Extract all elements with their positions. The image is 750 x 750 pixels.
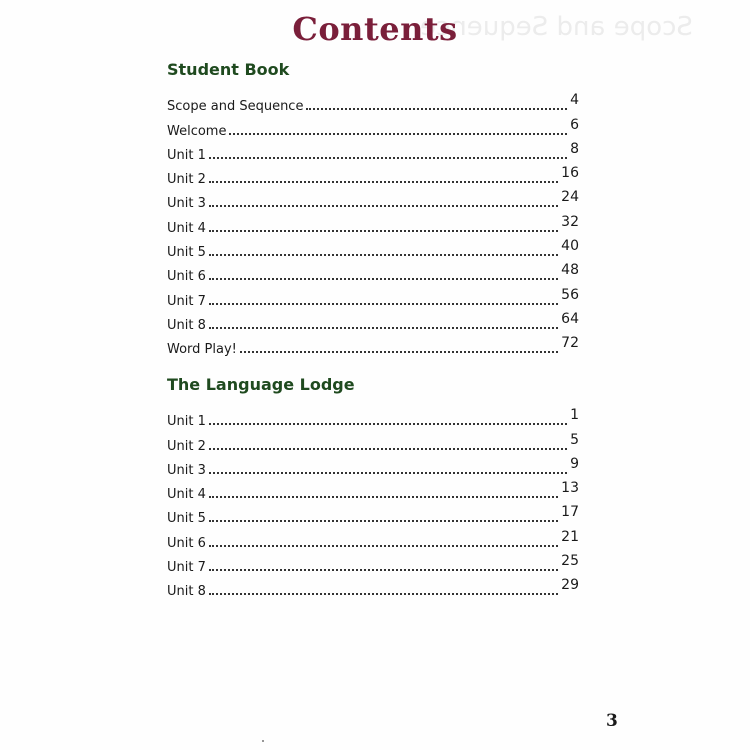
toc-entry — [167, 454, 579, 478]
toc-entry — [167, 90, 579, 114]
toc-entry — [167, 211, 579, 235]
toc-entry-label: Unit 6 — [167, 269, 206, 285]
dot-leader — [209, 204, 558, 207]
toc-entry-label: Unit 4 — [167, 487, 206, 503]
dot-leader — [209, 471, 567, 474]
dot-leader — [209, 253, 558, 256]
toc-entry-label: Unit 2 — [167, 172, 206, 188]
section-heading: Student Book — [167, 60, 290, 79]
dot-leader — [209, 229, 558, 232]
dot-leader — [209, 277, 558, 280]
dot-leader — [209, 326, 558, 329]
toc-entry-label: Unit 6 — [167, 535, 206, 551]
toc-entry — [167, 284, 579, 308]
toc-entry-page: 4 — [570, 92, 579, 109]
section-heading: The Language Lodge — [167, 375, 355, 394]
toc-entry-page: 17 — [561, 504, 579, 521]
toc-entry-page: 32 — [561, 213, 579, 230]
toc-entry-page: 9 — [570, 455, 579, 472]
dot-leader — [209, 180, 558, 183]
toc-entry-page: 72 — [561, 335, 579, 352]
toc-entry — [167, 575, 579, 599]
toc-entry — [167, 260, 579, 284]
toc-entry-label: Unit 7 — [167, 560, 206, 576]
dot-leader — [240, 350, 558, 353]
toc-entry — [167, 309, 579, 333]
toc-entry-label: Unit 5 — [167, 511, 206, 527]
dot-leader — [209, 568, 558, 571]
toc-entry-label: Scope and Sequence — [167, 99, 304, 115]
toc-entry — [167, 187, 579, 211]
dot-leader — [209, 447, 567, 450]
toc-entry-page: 16 — [561, 165, 579, 182]
toc-entry-label: Unit 7 — [167, 293, 206, 309]
toc-entry-page: 29 — [561, 577, 579, 594]
toc-entry-label: Unit 1 — [167, 414, 206, 430]
toc-list — [167, 405, 579, 599]
toc-entry-label: Welcome — [167, 123, 227, 139]
scan-speck — [262, 740, 264, 742]
toc-entry-page: 5 — [570, 431, 579, 448]
toc-entry — [167, 526, 579, 550]
toc-entry-label: Unit 8 — [167, 317, 206, 333]
dot-leader — [209, 422, 567, 425]
toc-entry-page: 40 — [561, 238, 579, 255]
toc-entry-label: Unit 1 — [167, 147, 206, 163]
toc-entry-page: 64 — [561, 310, 579, 327]
section-student-book — [167, 60, 579, 357]
toc-entry-page: 24 — [561, 189, 579, 206]
toc-entry-page: 6 — [570, 116, 579, 133]
page-title: Contents — [292, 10, 458, 48]
toc-entry — [167, 405, 579, 429]
toc-entry-page: 56 — [561, 286, 579, 303]
toc-entry-label: Unit 4 — [167, 220, 206, 236]
toc-entry-page: 21 — [561, 528, 579, 545]
dot-leader — [209, 544, 558, 547]
toc-list — [167, 90, 579, 357]
dot-leader — [209, 156, 567, 159]
toc-entry — [167, 429, 579, 453]
toc-entry-label: Word Play! — [167, 342, 237, 358]
toc-entry-page: 48 — [561, 262, 579, 279]
toc-entry — [167, 163, 579, 187]
toc-entry-label: Unit 3 — [167, 462, 206, 478]
bleed-through-shadow: Scope and Sequence — [420, 12, 693, 42]
toc-entry — [167, 114, 579, 138]
toc-entry-page: 8 — [570, 140, 579, 157]
toc-entry-label: Unit 5 — [167, 245, 206, 261]
toc-entry — [167, 478, 579, 502]
toc-entry-label: Unit 2 — [167, 438, 206, 454]
dot-leader — [209, 495, 558, 498]
dot-leader — [209, 302, 558, 305]
dot-leader — [229, 132, 567, 135]
toc-entry — [167, 551, 579, 575]
dot-leader — [209, 519, 558, 522]
dot-leader — [209, 592, 558, 595]
toc-entry-page: 25 — [561, 553, 579, 570]
toc-entry-label: Unit 3 — [167, 196, 206, 212]
toc-entry-page: 1 — [570, 407, 579, 424]
toc-entry — [167, 236, 579, 260]
section-language-lodge — [167, 375, 579, 599]
toc-entry — [167, 333, 579, 357]
dot-leader — [306, 107, 567, 110]
toc-entry-label: Unit 8 — [167, 584, 206, 600]
toc-entry — [167, 502, 579, 526]
toc-entry-page: 13 — [561, 480, 579, 497]
page-number: 3 — [606, 711, 618, 731]
toc-entry — [167, 139, 579, 163]
